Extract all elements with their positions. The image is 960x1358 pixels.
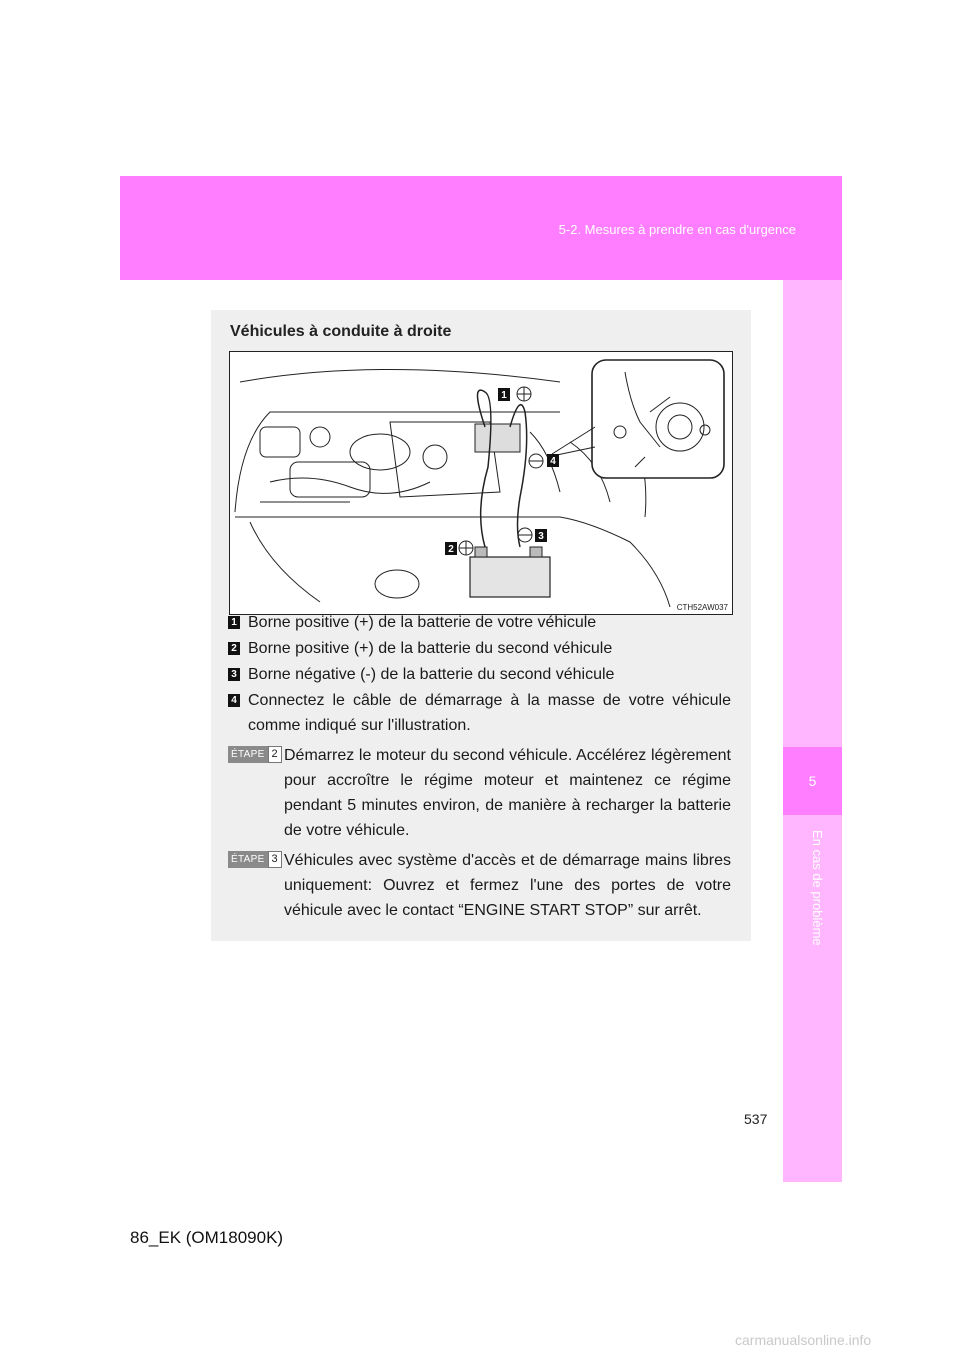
legend-item: [228, 636, 731, 661]
figure-code: CTH52AW037: [676, 603, 728, 612]
legend-number-box: 3: [228, 668, 240, 681]
step-word: ÉTAPE: [228, 746, 268, 763]
legend-item: [228, 662, 731, 687]
legend: [228, 610, 731, 923]
callout-1: 1: [501, 390, 507, 401]
legend-item: [228, 688, 731, 738]
step-number: 2: [268, 746, 282, 763]
chapter-label: En cas de problème: [810, 830, 825, 946]
callout-4: 4: [550, 456, 556, 467]
legend-text: Connectez le câble de démarrage à la masse de votre véhicule comme indiqué sur l'illustration.: [248, 692, 731, 734]
step-word: ÉTAPE: [228, 851, 268, 868]
legend-text: Borne positive (+) de la batterie de votre véhicule: [248, 614, 597, 631]
callout-2: 2: [448, 544, 454, 555]
legend-number-box: 4: [228, 694, 240, 707]
step-number: 3: [268, 851, 282, 868]
step-badge: [228, 851, 282, 868]
legend-item: [228, 610, 731, 635]
content-box: [211, 310, 751, 941]
engine-illustration: [229, 351, 733, 615]
section-header: 5-2. Mesures à prendre en cas d'urgence: [558, 222, 796, 237]
step-item: [228, 743, 731, 843]
section-title: Véhicules à conduite à droite: [230, 323, 452, 340]
jump-start-diagram: [230, 352, 732, 614]
legend-text: Borne négative (-) de la batterie du second véhicule: [248, 666, 615, 683]
step-badge: [228, 746, 282, 763]
legend-number-box: 2: [228, 642, 240, 655]
callout-3: 3: [538, 531, 544, 542]
legend-text: Borne positive (+) de la batterie du second véhicule: [248, 640, 613, 657]
step-text: Véhicules avec système d'accès et de démarrage mains libres uniquement: Ouvrez et fermez l'une des portes de votre véhicule avec le contact “ENGINE START STOP” sur arrêt.: [284, 852, 731, 919]
step-text: Démarrez le moteur du second véhicule. Accélérez légèrement pour accroître le régime moteur et maintenez ce régime pendant 5 minutes environ, de manière à recharger la batterie de votre véhicule.: [284, 747, 731, 839]
legend-number-box: 1: [228, 616, 240, 629]
document-code: 86_EK (OM18090K): [130, 1228, 284, 1247]
page-number: 537: [744, 1111, 768, 1127]
header-band: [120, 176, 842, 280]
chapter-number: 5: [783, 747, 842, 815]
watermark: carmanualsonline.info: [735, 1332, 872, 1348]
chapter-side-tab[interactable]: [783, 280, 842, 1182]
step-item: [228, 848, 731, 923]
